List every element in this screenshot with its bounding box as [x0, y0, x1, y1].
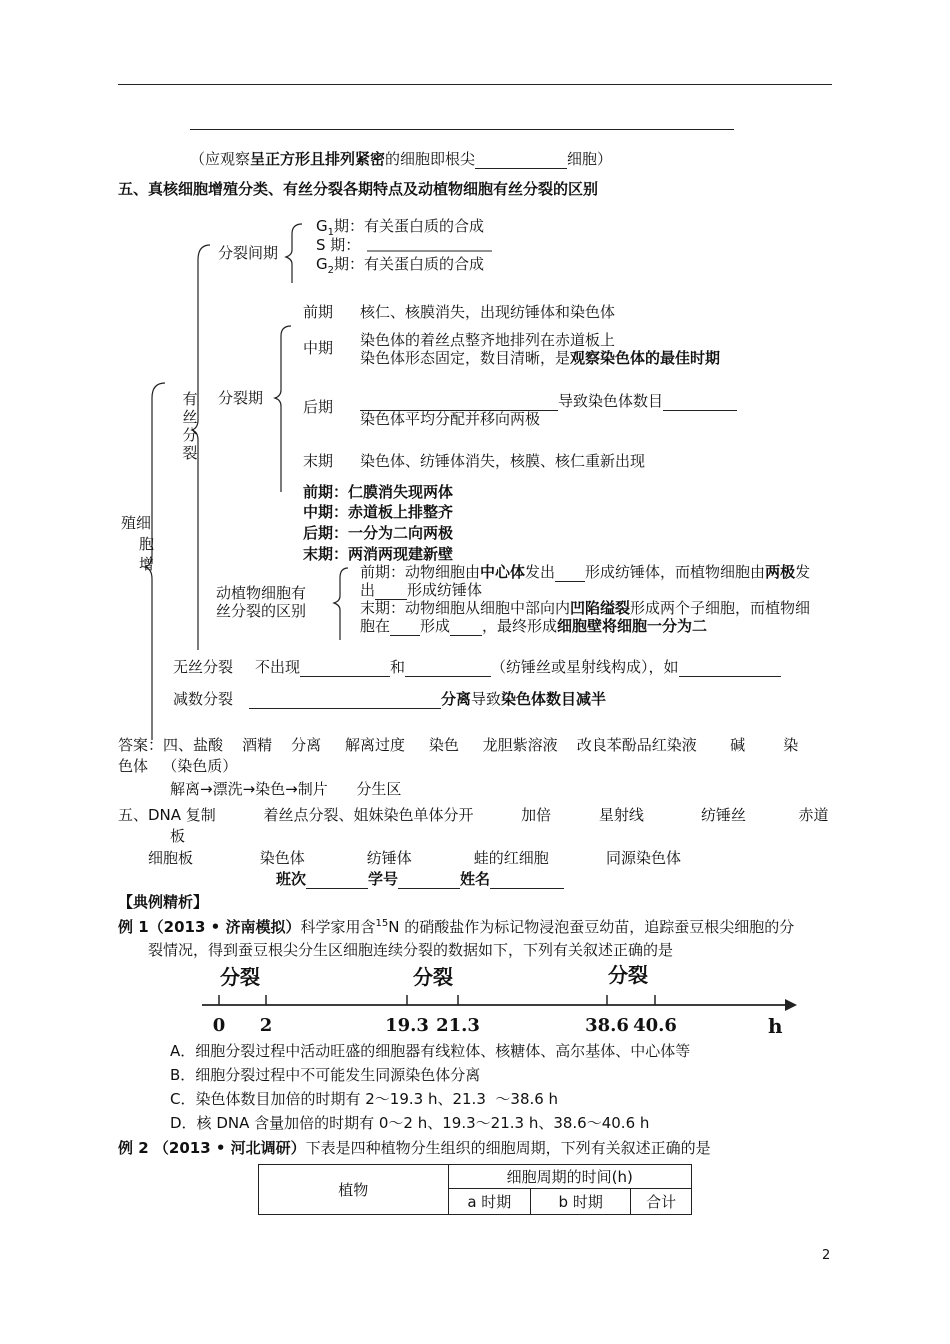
metaphase-label: 中期 — [303, 339, 334, 357]
prophase-label: 前期 — [303, 303, 334, 321]
difference-label-1: 动植物细胞有 — [216, 584, 307, 602]
anaphase-label: 后期 — [303, 398, 334, 416]
anaphase-text-2: 染色体平均分配并移向两极 — [360, 410, 541, 428]
timeline-tick-label: 40.6 — [633, 1015, 677, 1036]
timeline-unit: h — [768, 1014, 783, 1038]
amitosis-row: 无丝分裂 不出现 和 （纺锤丝或星射线构成），如 — [173, 658, 781, 677]
option-b: B．细胞分裂过程中不可能发生同源染色体分离 — [170, 1066, 481, 1084]
telophase-text: 染色体、纺锤体消失，核膜、核仁重新出现 — [360, 452, 646, 470]
fill-blank[interactable] — [300, 661, 390, 677]
mnemonic-1: 前期：仁膜消失现两体 — [303, 483, 454, 501]
answers-line-3: 解离→漂洗→染色→制片 分生区 — [170, 780, 402, 798]
example-1-line-2: 裂情况，得到蚕豆根尖分生区细胞连续分裂的数据如下，下列有关叙述正确的是 — [148, 941, 674, 959]
division-brace — [275, 326, 291, 492]
answers-line-1: 答案：四、盐酸 酒精 分离 解离过度 染色 龙胆紫溶液 改良苯酚品红染液 碱 染 — [118, 736, 799, 754]
fill-blank[interactable] — [405, 661, 491, 677]
table-header-b: b 时期 — [531, 1189, 631, 1215]
answers-line-5: 板 — [170, 827, 186, 845]
prophase-text: 核仁、核膜消失，出现纺锤体和染色体 — [360, 303, 616, 321]
option-a: A．细胞分裂过程中活动旺盛的细胞器有线粒体、核糖体、高尔基体、中心体等 — [170, 1042, 691, 1060]
g2-phase: $G_2$期：有关蛋白质的合成 — [316, 255, 485, 276]
cell-cycle-table — [258, 1164, 692, 1215]
mitosis-label: 有丝分裂 — [182, 390, 198, 462]
table-header-plant: 植物 — [259, 1165, 449, 1215]
table-header-cycle: 细胞周期的时间(h) — [448, 1165, 691, 1189]
example-2-line: 例 2 （2013 • 河北调研）下表是四种植物分生组织的细胞周期，下列有关叙述正确的是 — [118, 1139, 711, 1157]
examples-header: 【典例精析】 — [118, 893, 209, 911]
root-label-1: 殖细 — [121, 514, 152, 532]
anaphase-text-1: 导致染色体数目 — [360, 392, 737, 411]
option-c: C．染色体数目加倍的时期有 2～19.3 h、21.3 ～38.6 h — [170, 1090, 559, 1108]
note-text: 细胞） — [567, 150, 613, 168]
s-phase: S 期： — [316, 236, 361, 254]
telophase-label: 末期 — [303, 452, 334, 470]
table-header-total: 合计 — [631, 1189, 692, 1215]
interphase-brace — [286, 224, 302, 283]
note-bold: 呈正方形且排列紧密 — [250, 150, 386, 168]
timeline-split-1: 分裂 — [220, 965, 260, 989]
difference-telophase-1: 末期：动物细胞从细胞中部向内凹陷缢裂形成两个子细胞，而植物细 — [360, 599, 811, 617]
name-field[interactable] — [490, 873, 564, 889]
fill-blank[interactable] — [555, 566, 585, 582]
answers-line-6: 细胞板 染色体 纺锤体 蛙的红细胞 同源染色体 — [148, 849, 681, 867]
timeline-tick-label: 2 — [259, 1015, 273, 1036]
difference-telophase-2: 胞在 形成 ，最终形成细胞壁将细胞一分为二 — [360, 617, 708, 635]
table-header-a: a 时期 — [448, 1189, 530, 1215]
timeline-arrow — [785, 999, 797, 1011]
root-label-2: 胞 — [139, 535, 155, 553]
metaphase-text-2: 染色体形态固定，数目清晰，是观察染色体的最佳时期 — [360, 349, 721, 367]
student-info: 班次 学号 姓名 — [276, 870, 564, 889]
timeline-split-2: 分裂 — [413, 965, 453, 989]
difference-brace — [334, 568, 348, 640]
meiosis-row: 减数分裂 分离导致染色体数目减半 — [173, 690, 607, 708]
timeline-tick-label: 38.6 — [585, 1015, 629, 1036]
fill-blank[interactable] — [249, 693, 441, 709]
option-d: D．核 DNA 含量加倍的时期有 0～2 h、19.3～21.3 h、38.6～40.6 h — [170, 1114, 650, 1132]
metaphase-text-1: 染色体的着丝点整齐地排列在赤道板上 — [360, 331, 616, 349]
id-field[interactable] — [398, 873, 460, 889]
note-text: 的细胞即根尖 — [385, 150, 476, 168]
timeline-tick-label: 0 — [212, 1015, 226, 1036]
section-five-title: 五、真核细胞增殖分类、有丝分裂各期特点及动植物细胞有丝分裂的区别 — [118, 180, 599, 198]
root-label-3: 增 — [139, 555, 155, 573]
timeline-tick-label: 21.3 — [436, 1015, 480, 1036]
fill-blank[interactable] — [360, 395, 558, 411]
g1-phase: $G_1$期：有关蛋白质的合成 — [316, 217, 485, 238]
interphase-label: 分裂间期 — [218, 244, 279, 262]
fill-blank[interactable] — [450, 620, 482, 636]
mnemonic-4: 末期：两消两现建新壁 — [303, 545, 454, 563]
timeline-tick-label: 19.3 — [385, 1015, 429, 1036]
mnemonic-3: 后期：一分为二向两极 — [303, 524, 454, 542]
difference-prophase-1: 前期：动物细胞由中心体发出 形成纺锤体，而植物细胞由两极发 — [360, 563, 811, 581]
fill-blank[interactable] — [679, 661, 781, 677]
difference-prophase-2: 出 形成纺锤体 — [360, 581, 483, 599]
fill-blank[interactable] — [390, 620, 420, 636]
note-text: （应观察 — [190, 150, 251, 168]
class-field[interactable] — [306, 873, 368, 889]
difference-label-2: 丝分裂的区别 — [216, 602, 307, 620]
answers-line-2: 色体 （染色质） — [118, 757, 238, 775]
answers-line-4: 五、DNA 复制 着丝点分裂、姐妹染色单体分开 加倍 星射线 纺锤丝 赤道 — [118, 806, 829, 824]
fill-blank[interactable] — [663, 395, 737, 411]
fill-blank[interactable] — [375, 584, 407, 600]
timeline-split-3: 分裂 — [608, 963, 648, 987]
page-number: 2 — [822, 1248, 831, 1263]
division-label: 分裂期 — [218, 389, 264, 407]
example-1-line-1: 例 1（2013 • 济南模拟）科学家用含$^{15}$N 的硝酸盐作为标记物浸泡蚕豆幼苗，追踪蚕豆根尖细胞的分 — [118, 918, 795, 936]
mnemonic-2: 中期：赤道板上排整齐 — [303, 503, 454, 521]
